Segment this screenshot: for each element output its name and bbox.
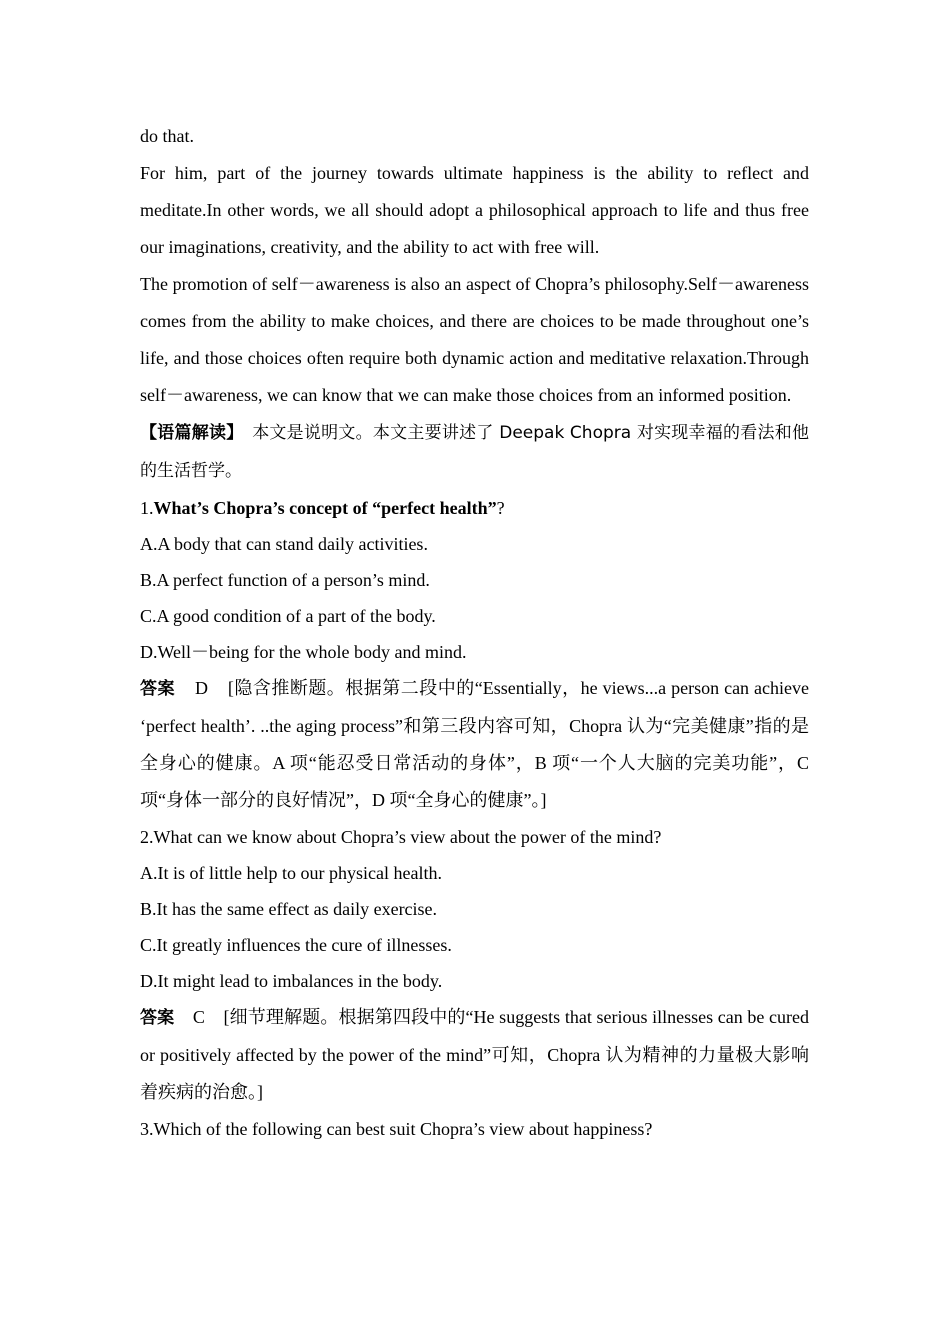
passage-fragment: do that.: [140, 126, 194, 146]
answer-1: [140, 670, 809, 819]
answer-letter: C: [192, 1007, 205, 1027]
answer-explanation: [细节理解题。根据第四段中的“He suggests that serious illnesses can be cured or positively affected by the power of the mind”可知，Chopra 认为精神的力量极大影响着疾病的治愈。]: [140, 1007, 809, 1102]
option-2b: B.It has the same effect as daily exercise.: [140, 899, 438, 919]
question-number: 3.: [140, 1119, 154, 1139]
document-page: [140, 118, 809, 1147]
option-1a: A.A body that can stand daily activities.: [140, 534, 428, 554]
option-1d: D.Well－being for the whole body and mind.: [140, 642, 467, 662]
question-stem: Which of the following can best suit Chopra’s view about happiness?: [153, 1119, 653, 1139]
analysis-label: 【语篇解读】: [140, 423, 235, 443]
answer-letter: D: [194, 678, 208, 698]
option-1c: C.A good condition of a part of the body.: [140, 606, 436, 626]
question-1: [140, 490, 809, 526]
passage-paragraph-2: The promotion of self－awareness is also an aspect of Chopra’s philosophy.Self－awareness comes from the ability to make choices, and there are choices to be made throughout one’s life, and those choices often require both dynamic action and meditative relaxation.Through self－awareness, we can know that we can make those choices from an informed position.: [140, 274, 809, 405]
option-2a: A.It is of little help to our physical health.: [140, 863, 442, 883]
answer-label: 答案: [140, 679, 175, 699]
option-1b: B.A perfect function of a person’s mind.: [140, 570, 430, 590]
question-mark: ?: [496, 498, 505, 518]
option-2c: C.It greatly influences the cure of illnesses.: [140, 935, 452, 955]
passage-paragraph-1: For him, part of the journey towards ultimate happiness is the ability to reflect and meditate.In other words, we all should adopt a philosophical approach to life and thus free our imaginations, creativity, and the ability to act with free will.: [140, 163, 809, 257]
question-stem: What can we know about Chopra’s view about the power of the mind?: [153, 827, 662, 847]
passage-analysis: [140, 414, 809, 490]
question-number: 2.: [140, 827, 154, 847]
question-3: [140, 1111, 809, 1147]
option-2d: D.It might lead to imbalances in the body.: [140, 971, 443, 991]
answer-label: 答案: [140, 1008, 175, 1028]
answer-explanation: [隐含推断题。根据第二段中的“Essentially，he views...a person can achieve ‘perfect health’. ..the aging process”和第三段内容可知，Chopra 认为“完美健康”指的是全身心的健康。A 项“能忍受日常活动的身体”，B 项“一个人大脑的完美功能”，C 项“身体一部分的良好情况”，D 项“全身心的健康”。]: [140, 678, 810, 810]
analysis-text: 本文是说明文。本文主要讲述了 Deepak Chopra 对实现幸福的看法和他的生活哲学。: [140, 423, 810, 481]
question-stem: What’s Chopra’s concept of “perfect health”: [153, 498, 497, 518]
question-2: [140, 819, 809, 855]
question-number: 1.: [140, 498, 154, 518]
answer-2: [140, 999, 809, 1111]
